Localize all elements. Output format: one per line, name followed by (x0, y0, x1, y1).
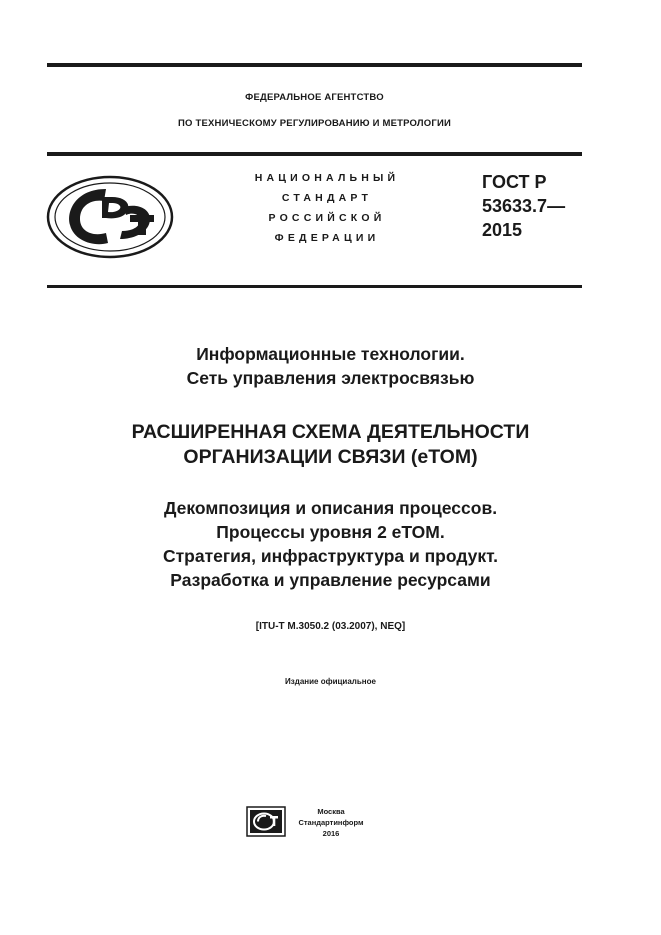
agency-line-1: ФЕДЕРАЛЬНОЕ АГЕНТСТВО (245, 92, 384, 103)
publisher-year: 2016 (322, 829, 340, 838)
subtitle-line-3: Стратегия, инфраструктура и продукт. (162, 546, 499, 566)
header-rule (47, 152, 582, 156)
national-line-4: ФЕДЕРАЦИИ (274, 232, 380, 244)
main-title-line-1: РАСШИРЕННАЯ СХЕМА ДЕЯТЕЛЬНОСТИ (131, 421, 530, 443)
publisher-city: Москва (317, 807, 345, 816)
standard-block-rule (47, 285, 582, 288)
reference-code: [ITU-T M.3050.2 (03.2007), NEQ] (255, 621, 406, 632)
agency-line-2: ПО ТЕХНИЧЕСКОМУ РЕГУЛИРОВАНИЮ И МЕТРОЛОГИИ (178, 118, 451, 129)
edition-label: Издание официальное (285, 677, 376, 686)
national-line-1: НАЦИОНАЛЬНЫЙ (254, 172, 400, 184)
rst-logo-icon (46, 175, 174, 259)
standartinform-logo-icon (246, 806, 286, 837)
subtitle-line-1: Декомпозиция и описания процессов. (163, 498, 498, 518)
subtitle-line-4: Разработка и управление ресурсами (170, 570, 491, 590)
national-line-3: РОССИЙСКОЙ (268, 212, 386, 224)
publisher-name: Стандартинформ (298, 818, 364, 827)
subtitle-line-2: Процессы уровня 2 еТОМ. (216, 522, 445, 542)
main-title-line-2: ОРГАНИЗАЦИИ СВЯЗИ (еТОМ) (183, 446, 478, 468)
national-line-2: СТАНДАРТ (281, 192, 373, 204)
title-line-2: Сеть управления электросвязью (186, 368, 475, 388)
top-rule (47, 63, 582, 67)
gost-line-3: 2015 (482, 220, 523, 240)
title-line-1: Информационные технологии. (196, 344, 465, 364)
gost-line-2: 53633.7— (482, 196, 566, 216)
gost-line-1: ГОСТ Р (482, 172, 547, 192)
